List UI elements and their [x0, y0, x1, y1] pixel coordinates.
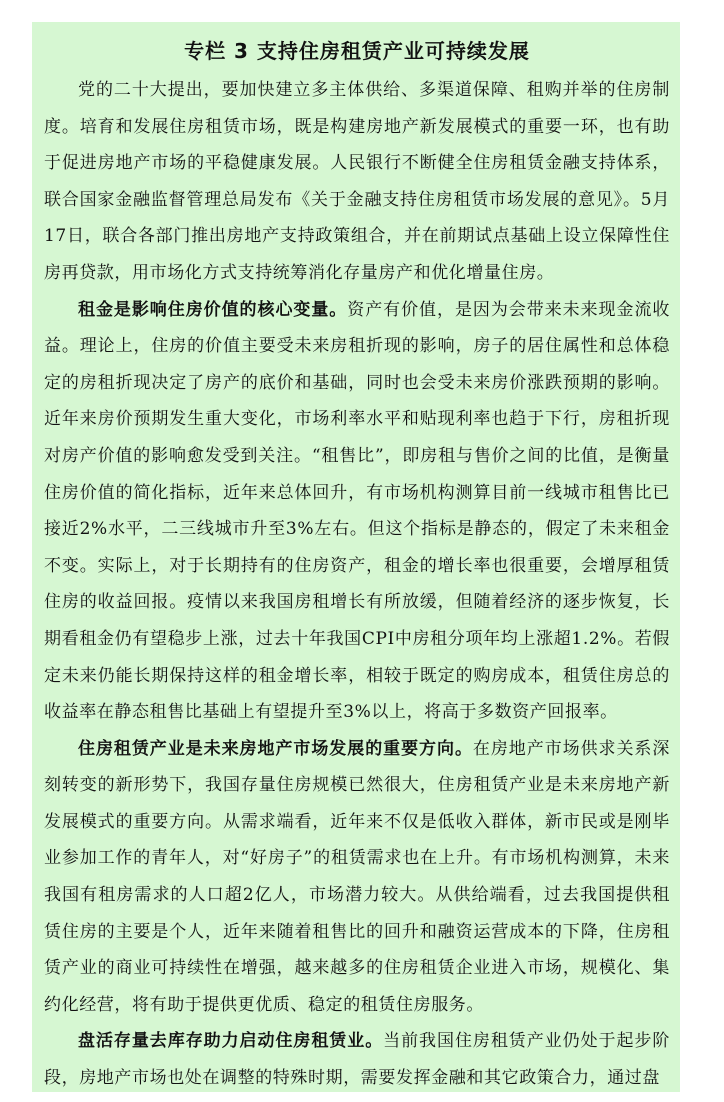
paragraph-body: 党的二十大提出，要加快建立多主体供给、多渠道保障、租购并举的住房制度。培育和发展住房租赁市场，既是构建房地产新发展模式的重要一环，也有助于促进房地产市场的平稳健康发展。人民银行不断健全住房租赁金融支持体系，联合国家金融监督管理总局发布《关于金融支持住房租赁市场发展的意见》。5月17日，联合各部门推出房地产支持政策组合，并在前期试点基础上设立保障性住房再贷款，用市场化方式支持统筹消化存量房产和优化增量住房。: [44, 80, 670, 283]
paragraph-lead: 盘活存量去库存助力启动住房租赁业。: [78, 1031, 384, 1052]
paragraph-lead: 住房租赁产业是未来房地产市场发展的重要方向。: [78, 738, 473, 759]
paragraph-rent-value: [44, 292, 670, 731]
paragraph-body: 资产有价值，是因为会带来未来现金流收益。理论上，住房的价值主要受未来房租折现的影响，房子的居住属性和总体稳定的房租折现决定了房产的底价和基础，同时也会受未来房价涨跌预期的影响。近年来房价预期发生重大变化，市场利率水平和贴现利率也趋于下行，房租折现对房产价值的影响愈发受到关注。“租售比”，即房租与售价之间的比值，是衡量住房价值的简化指标，近年来总体回升，有市场机构测算目前一线城市租售比已接近2%水平，二三线城市升至3%左右。但这个指标是静态的，假定了未来租金不变。实际上，对于长期持有的住房资产，租金的增长率也很重要，会增厚租赁住房的收益回报。疫情以来我国房租增长有所放缓，但随着经济的逐步恢复，长期看租金仍有望稳步上涨，过去十年我国CPI中房租分项年均上涨超1.2%。若假定未来仍能长期保持这样的租金增长率，相较于既定的购房成本，租赁住房总的收益率在静态租售比基础上有望提升至3%以上，将高于多数资产回报率。: [44, 299, 670, 723]
paragraph-body: 当前我国住房租赁产业仍处于起步阶段，房地产市场也处在调整的特殊时期，需要发挥金融和其它政策合力，通过盘: [44, 1031, 670, 1089]
column-box: [32, 22, 680, 1092]
paragraph-rental-industry: [44, 731, 670, 1024]
paragraph-intro: [44, 72, 670, 292]
paragraph-lead: 租金是影响住房价值的核心变量。: [78, 299, 348, 320]
column-title: 专栏 3 支持住房租赁产业可持续发展: [184, 39, 530, 63]
paragraph-stock-revitalization: [44, 1023, 670, 1092]
paragraph-body: 在房地产市场供求关系深刻转变的新形势下，我国存量住房规模已然很大，住房租赁产业是未来房地产新发展模式的重要方向。从需求端看，近年来不仅是低收入群体，新市民或是刚毕业参加工作的青年人，对“好房子”的租赁需求也在上升。有市场机构测算，未来我国有租房需求的人口超2亿人，市场潜力较大。从供给端看，过去我国提供租赁住房的主要是个人，近年来随着租售比的回升和融资运营成本的下降，住房租赁产业的商业可持续性在增强，越来越多的住房租赁企业进入市场，规模化、集约化经营，将有助于提供更优质、稳定的租赁住房服务。: [44, 738, 670, 1015]
